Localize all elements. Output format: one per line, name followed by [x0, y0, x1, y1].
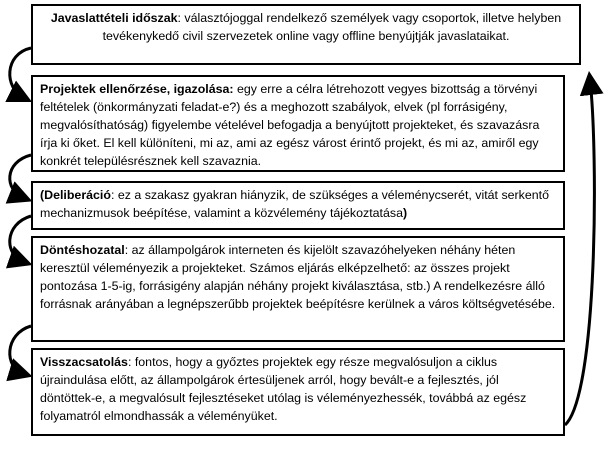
step-proposal-period [31, 4, 581, 65]
step-title: Visszacsatolás [40, 355, 128, 369]
step-title-prefix: ( [40, 188, 45, 202]
arrow-feedback-to-proposal [565, 80, 594, 425]
step-text: : ez a szakasz gyakran hiányzik, de szükséges a véleménycserét, vitát serkentő mechanizmusok beépítése, valamint a közvélemény tájékoztatása [40, 188, 549, 220]
step-deliberation [31, 181, 565, 230]
arrow-step1-to-step2 [10, 48, 31, 98]
step-decision-making [31, 236, 565, 342]
step-title: Projektek ellenőrzése, igazolása: [40, 82, 234, 96]
step-text: : választójoggal rendelkező személyek vagy csoportok, illetve helyben tevékenykedő civil szervezetek online vagy offline benyújtják javaslataikat. [102, 11, 562, 43]
step-project-verification [31, 75, 565, 172]
step-feedback [31, 348, 565, 436]
step-title: Deliberáció [44, 188, 111, 202]
step-text: : az állampolgárok interneten és kijelölt szavazóhelyeken néhány héten keresztül véleményezik a projekteket. Számos eljárás elképzelhető: az összes projekt pontozása 1-5-ig, forrásigény alapján néhány projekt kiválasztása, stb.) A rendelkezésre álló forrásnak arányában a legnépszerűbb projektek beépítésre kerülnek a város költségvetésébe. [40, 243, 556, 311]
arrow-step4-to-step5 [10, 326, 31, 374]
arrow-step2-to-step3 [10, 155, 31, 198]
step-title: Javaslattételi időszak [50, 11, 178, 25]
arrow-step3-to-step4 [10, 216, 31, 262]
step-text: egy erre a célra létrehozott vegyes bizottság a törvényi feltételek (önkormányzati feladat-e?) és a meghozott szabályok, elvek (pl forrásigény, megvalósíthatóság) figyelembe vételével befogadja a benyújtott projekteket, és szavazásra írja ki őket. El kell különíteni, mi az, ami az egész várost érintő projekt, és mi az, amiről egy konkrét településrésznek kell szavaznia. [40, 82, 540, 168]
step-title: Döntéshozatal [40, 243, 125, 257]
step-suffix: ) [402, 206, 408, 220]
step-text: : fontos, hogy a győztes projektek egy része megvalósuljon a ciklus újraindulása előtt, az állampolgárok értesüljenek arról, hogy bevált-e a fejlesztés, jól döntöttek-e, a megvalósult fejlesztéseket utólag is véleményezhessék, továbbá az egész folyamatról elmondhassák a véleményüket. [40, 355, 527, 423]
